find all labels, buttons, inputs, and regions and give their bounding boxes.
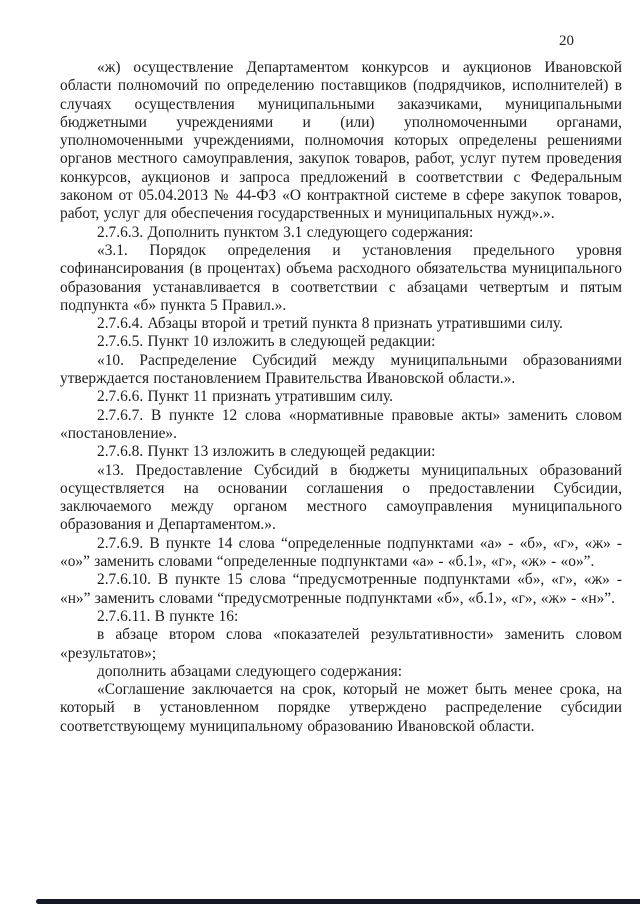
page-number: 20 — [559, 33, 574, 49]
paragraph-2-7-6-8: 2.7.6.8. Пункт 13 изложить в следующей редакции: — [97, 443, 436, 461]
paragraph-2-7-6-3: 2.7.6.3. Дополнить пунктом 3.1 следующего содержания: — [97, 223, 474, 241]
paragraph-2-7-6-7: 2.7.6.7. В пункте 12 слова «нормативные правовые акты» заменить словом «постановление». — [60, 406, 622, 442]
paragraph-2-7-6-6: 2.7.6.6. Пункт 11 признать утратившим силу. — [97, 388, 393, 406]
paragraph-abzac-2: в абзаце втором слова «показателей результативности» заменить словом «результатов»; — [60, 626, 622, 662]
scan-artifact-bar — [36, 899, 640, 904]
paragraph-2-7-6-11: 2.7.6.11. В пункте 16: — [97, 607, 239, 625]
paragraph-2-7-6-9: 2.7.6.9. В пункте 14 слова “определенные подпунктами «а» - «б», «г», «ж» - «о»” заменить словами “определенные подпунктами «а» - «б.1», «г», «ж» - «о»”. — [60, 534, 622, 571]
paragraph-2-7-6-4: 2.7.6.4. Абзацы второй и третий пункта 8 признать утратившими силу. — [97, 315, 563, 333]
paragraph-10-quote: «10. Распределение Субсидий между муниципальными образованиями утверждается постановлением Правительства Ивановской области.». — [60, 351, 622, 388]
paragraph-soglashenie: «Соглашение заключается на срок, который не может быть менее срока, на который в установленном порядке утверждено распределение субсидии соответствующему муниципальному образованию Ивановской области. — [60, 681, 622, 735]
paragraph-2-7-6-10: 2.7.6.10. В пункте 15 слова “предусмотренные подпунктами «б», «г», «ж» - «н»” заменить словами “предусмотренные подпунктами «б», «б.1», «г», «ж» - «н»”. — [60, 571, 622, 607]
document-body — [60, 59, 622, 736]
paragraph-13-quote: «13. Предоставление Субсидий в бюджеты муниципальных образований осуществляется на основании соглашения о предоставлении Субсидии, заключаемого между органом местного самоуправления муниципального образования и Департаментом.». — [60, 461, 622, 534]
paragraph-dopolnit: дополнить абзацами следующего содержания: — [97, 662, 403, 680]
paragraph-2-7-6-5: 2.7.6.5. Пункт 10 изложить в следующей редакции: — [97, 333, 436, 351]
paragraph-3-1-quote: «3.1. Порядок определения и установления предельного уровня софинансирования (в процентах) объема расходного обязательства муниципального образования устанавливается в соответствии с абзацами четвертым и пятым подпункта «б» пункта 5 Правил.». — [60, 241, 622, 314]
paragraph-zh-subclause: «ж) осуществление Департаментом конкурсов и аукционов Ивановской области полномочий по определению поставщиков (подрядчиков, исполнителей) в случаях осуществления муниципальными заказчиками, муниципальными бюджетными учреждениями и (или) уполномоченными органами, уполномоченными учреждениями, полномочия которых определены решениями органов местного самоуправления, закупок товаров, работ, услуг путем проведения конкурсов, аукционов и запроса предложений в соответствии с Федеральным законом от 05.04.2013 № 44-ФЗ «О контрактной системе в сфере закупок товаров, работ, услуг для обеспечения государственных и муниципальных нужд».». — [60, 59, 622, 223]
